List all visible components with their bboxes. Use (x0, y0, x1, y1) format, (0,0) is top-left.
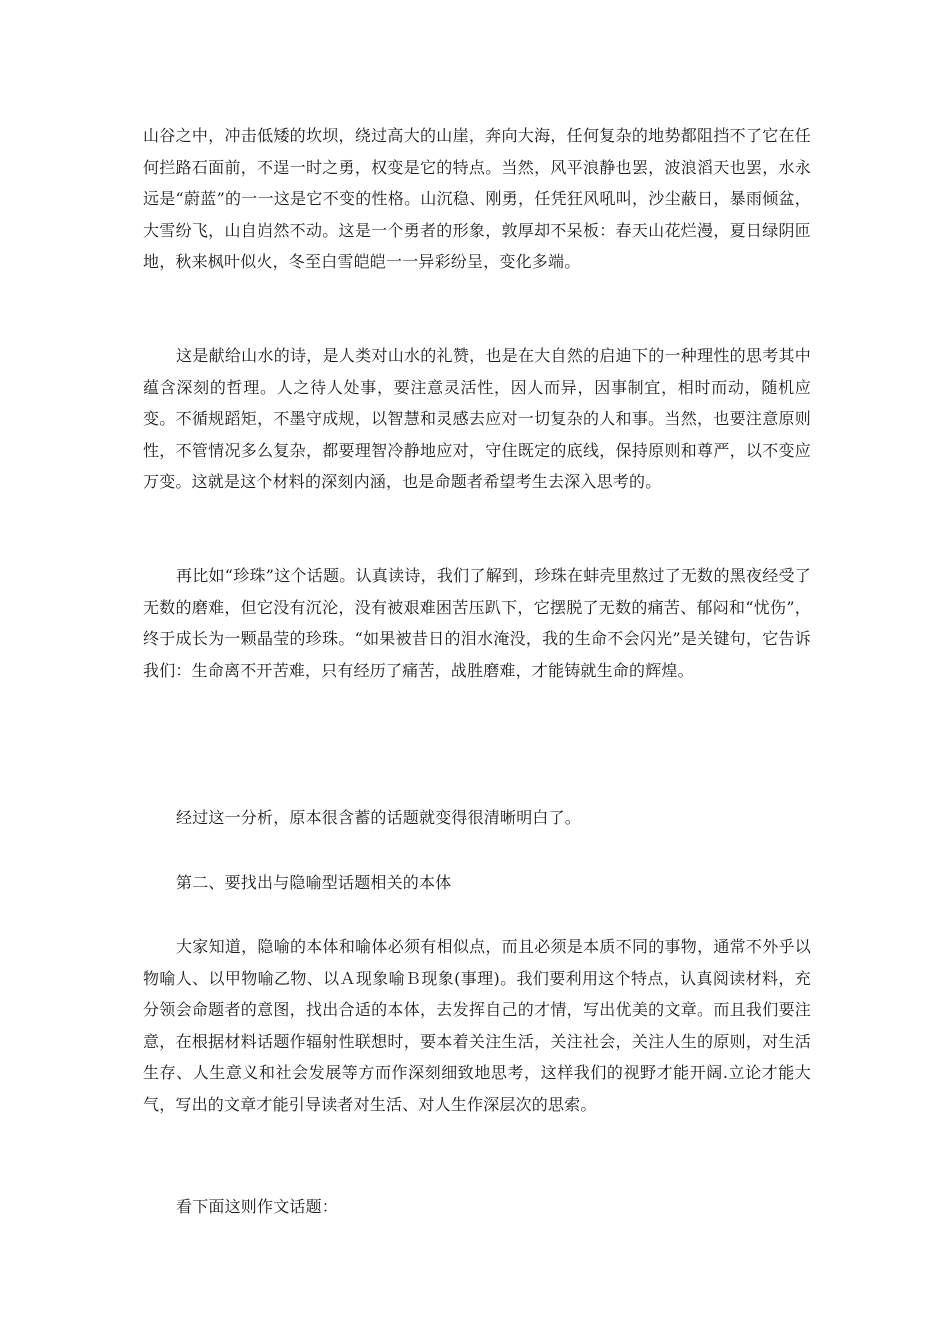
paragraph-mountain-water: 山谷之中，冲击低矮的坎坝，绕过高大的山崖，奔向大海，任何复杂的地势都阻挡不了它在任何拦路石面前，不逞一时之勇，权变是它的特点。当然，风平浪静也罢，波浪滔天也罢，水永远是“蔚蓝”的一一这是它不变的性格。山沉稳、刚勇，任凭狂风吼叫，沙尘蔽日，暴雨倾盆，大雪纷飞，山自岿然不动。这是一个勇者的形象，敦厚却不呆板：春天山花烂漫，夏日绿阴匝地，秋来枫叶似火，冬至白雪皑皑一一异彩纷呈，变化多端。 (143, 126, 811, 271)
paragraph-pearl: 再比如“珍珠”这个话题。认真读诗，我们了解到，珍珠在蚌壳里熬过了无数的黑夜经受了无数的磨难，但它没有沉沦，没有被艰难困苦压趴下，它摆脱了无数的痛苦、郁闷和“忧伤”，终于成长为一颗晶莹的珍珠。“如果被昔日的泪水淹没，我的生命不会闪光”是关键句，它告诉我们：生命离不开苦难，只有经历了痛苦，战胜磨难，才能铸就生命的辉煌。 (143, 566, 811, 680)
paragraph-philosophy: 这是献给山水的诗，是人类对山水的礼赞，也是在大自然的启迪下的一种理性的思考其中蕴含深刻的哲理。人之待人处事，要注意灵活性，因人而异，因事制宜，相时而动，随机应变。不循规蹈矩，不墨守成规，以智慧和灵感去应对一切复杂的人和事。当然，也要注意原则性，不管情况多么复杂，都要理智冷静地应对，守住既定的底线，保持原则和尊严，以不变应万变。这就是这个材料的深刻内涵，也是命题者希望考生去深入思考的。 (143, 346, 811, 491)
paragraph-analysis-summary: 经过这一分析，原本很含蓄的话题就变得很清晰明白了。 (176, 808, 582, 827)
paragraph-next-topic: 看下面这则作文话题： (176, 1197, 339, 1216)
paragraph-metaphor: 大家知道，隐喻的本体和喻体必须有相似点，而且必须是本质不同的事物，通常不外乎以物喻人、以甲物喻乙物、以Ａ现象喻Ｂ现象(事理)。我们要利用这个特点，认真阅读材料，充分领会命题者的意图，找出合适的本体，去发挥自己的才情，写出优美的文章。而且我们要注意，在根据材料话题作辐射性联想时，要本着关注生活，关注社会，关注人生的原则，对生活生存、人生意义和社会发展等方而作深刻细致地思考，这样我们的视野才能开阔.立论才能大气，写出的文章才能引导读者对生活、对人生作深层次的思索。 (143, 937, 811, 1114)
section-heading-second: 第二、要找出与隐喻型话题相关的本体 (176, 873, 452, 892)
